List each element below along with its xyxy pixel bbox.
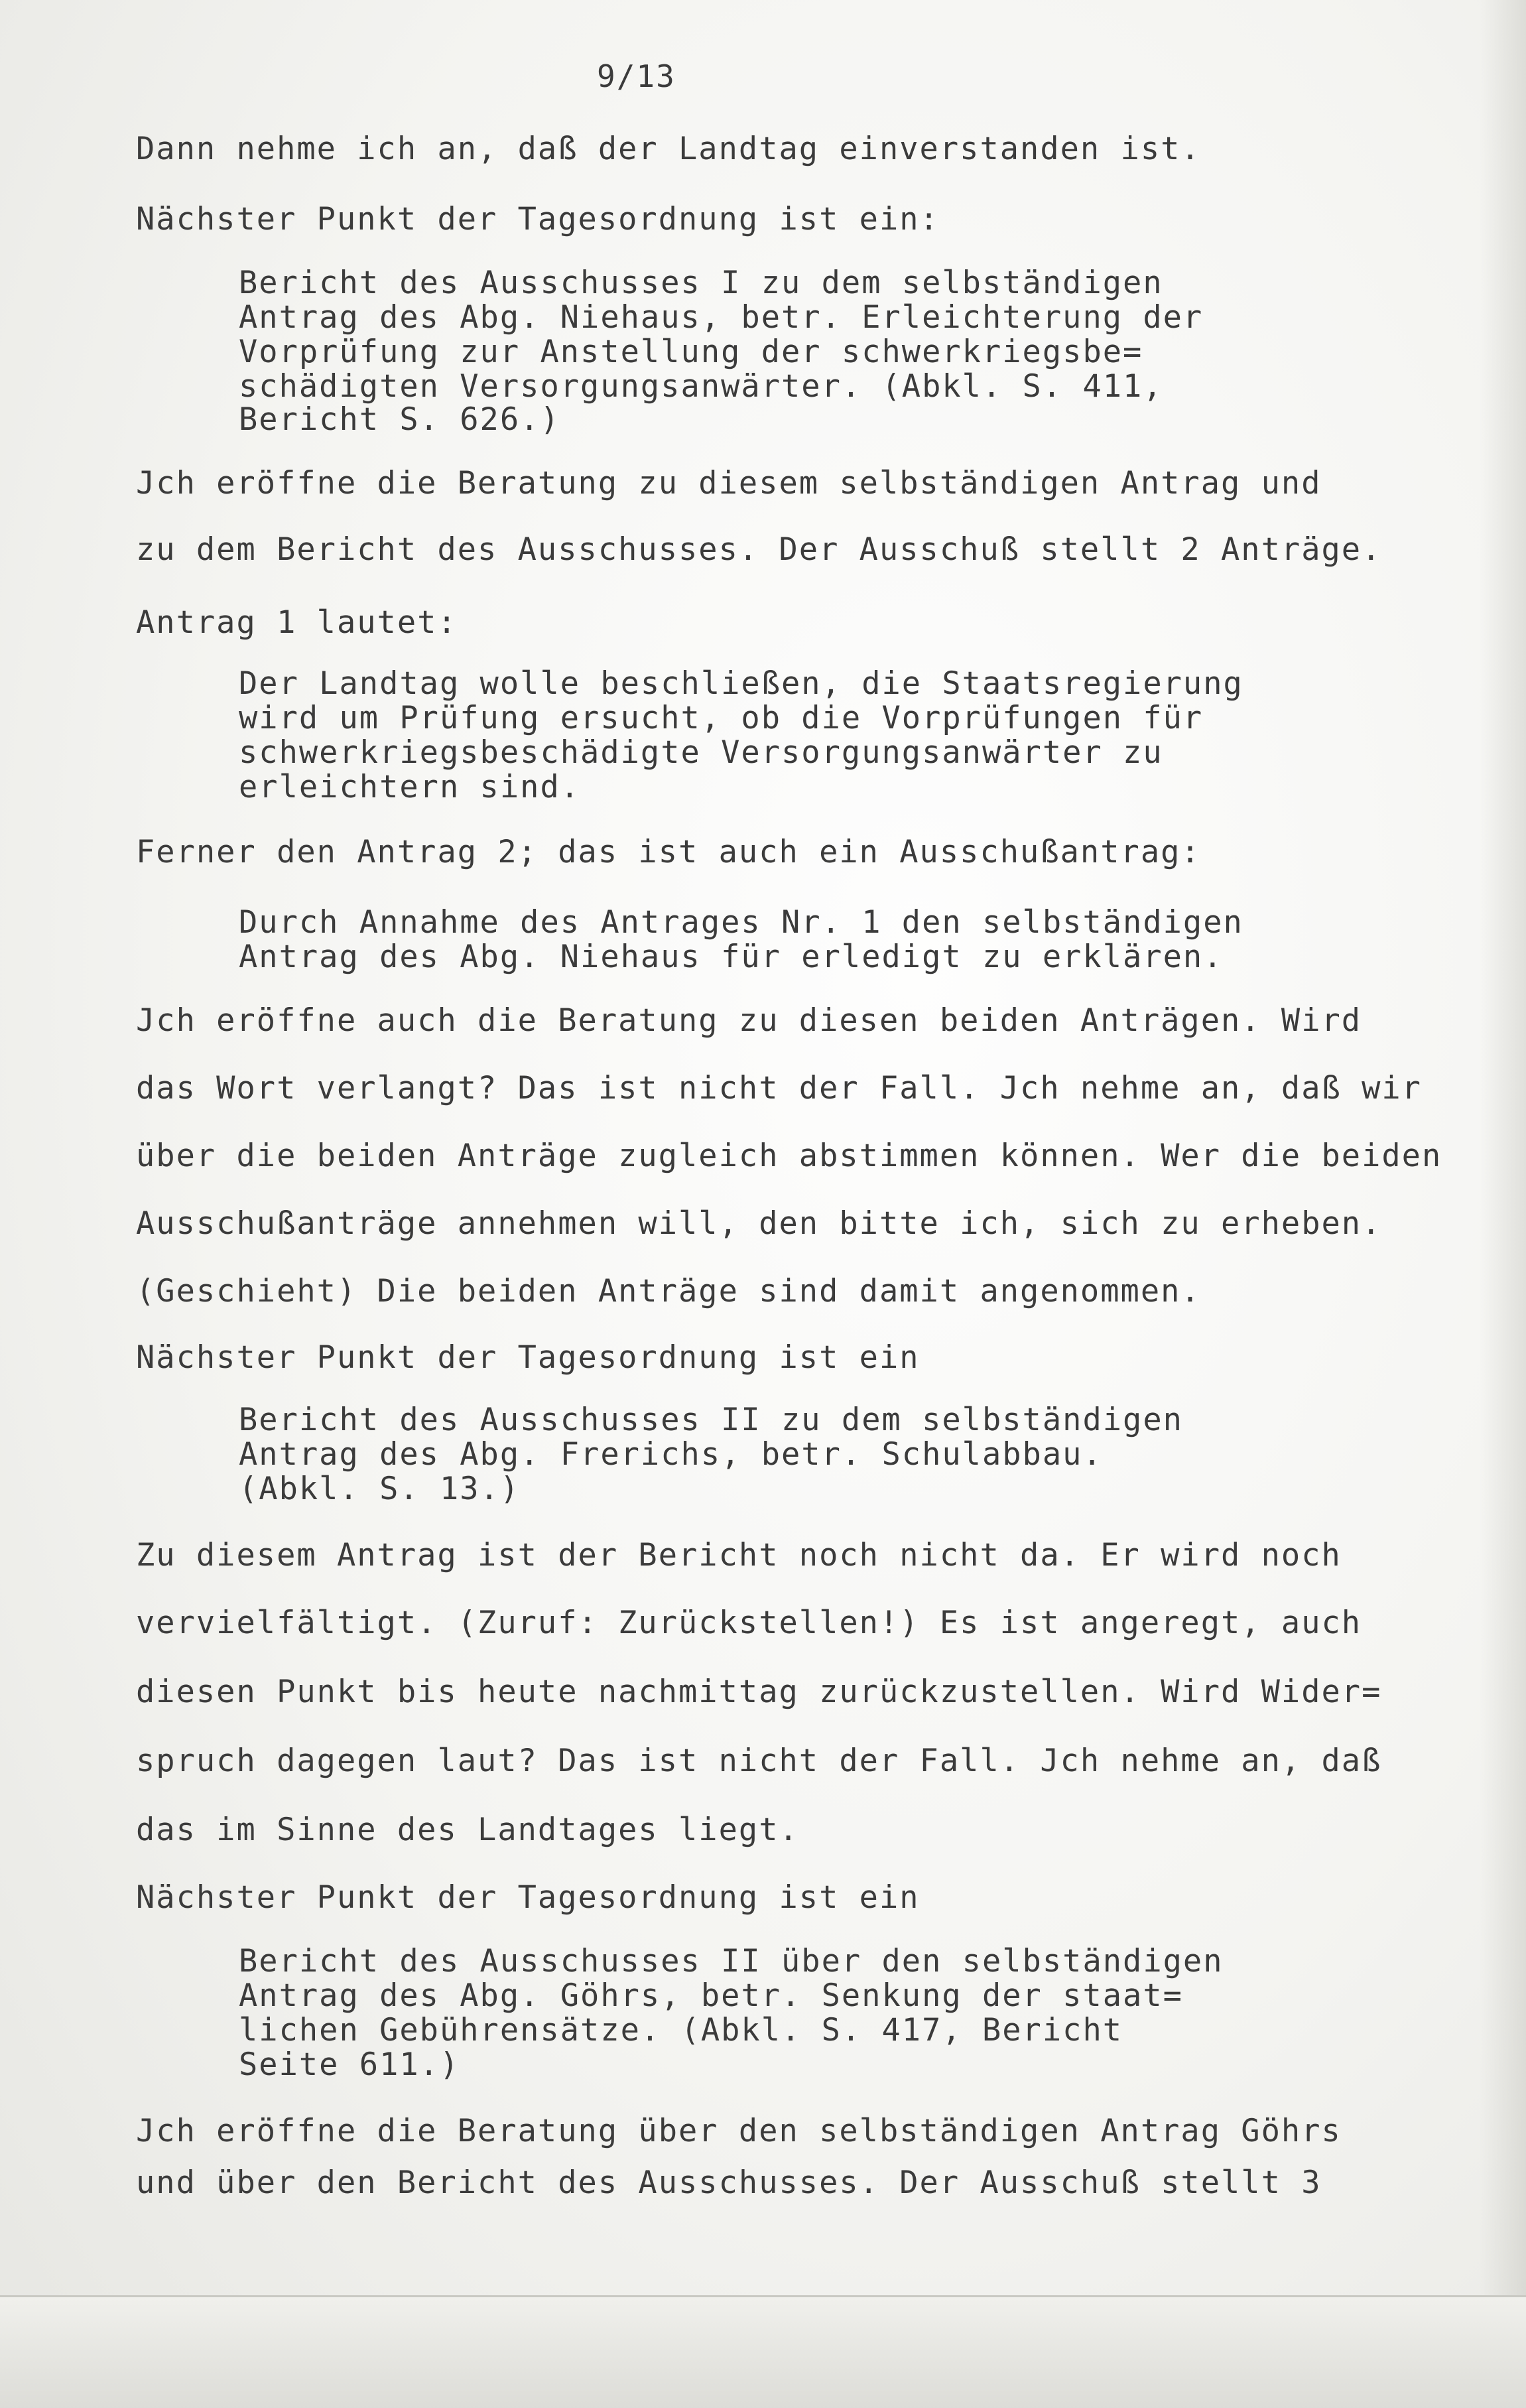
text-line: das Wort verlangt? Das ist nicht der Fall. Jch nehme an, daß wir (136, 1070, 1422, 1106)
text-line: Jch eröffne die Beratung zu diesem selbständigen Antrag und (136, 465, 1322, 502)
text-line: erleichtern sind. (239, 769, 581, 805)
text-line: Antrag des Abg. Niehaus, betr. Erleichterung der (239, 299, 1204, 336)
text-line: Vorprüfung zur Anstellung der schwerkriegsbe= (239, 334, 1143, 370)
text-line: (Abkl. S. 13.) (239, 1471, 521, 1507)
page-edge-shadow (1480, 0, 1526, 2408)
text-line: Ausschußanträge annehmen will, den bitte ich, sich zu erheben. (136, 1205, 1382, 1242)
text-line: Der Landtag wolle beschließen, die Staatsregierung (239, 665, 1243, 702)
text-line: Bericht des Ausschusses I zu dem selbständigen (239, 265, 1163, 301)
text-line: Bericht des Ausschusses II über den selbständigen (239, 1943, 1224, 1979)
text-line: Seite 611.) (239, 2046, 460, 2083)
text-line: wird um Prüfung ersucht, ob die Vorprüfungen für (239, 700, 1204, 736)
text-line: Bericht des Ausschusses II zu dem selbständigen (239, 1402, 1183, 1438)
text-line: lichen Gebührensätze. (Abkl. S. 417, Bericht (239, 2012, 1123, 2048)
text-line: und über den Bericht des Ausschusses. Der Ausschuß stellt 3 (136, 2165, 1322, 2201)
text-line: schädigten Versorgungsanwärter. (Abkl. S. 411, (239, 368, 1163, 405)
text-line: Ferner den Antrag 2; das ist auch ein Ausschußantrag: (136, 834, 1201, 870)
text-line: Antrag des Abg. Frerichs, betr. Schulabbau. (239, 1436, 1103, 1473)
text-line: Zu diesem Antrag ist der Bericht noch nicht da. Er wird noch (136, 1537, 1342, 1573)
text-line: Antrag 1 lautet: (136, 604, 458, 641)
text-line: Jch eröffne die Beratung über den selbständigen Antrag Göhrs (136, 2113, 1342, 2149)
text-line: spruch dagegen laut? Das ist nicht der Fall. Jch nehme an, daß (136, 1743, 1382, 1779)
text-line: Antrag des Abg. Niehaus für erledigt zu erklären. (239, 939, 1224, 975)
text-line: Nächster Punkt der Tagesordnung ist ein (136, 1339, 920, 1376)
text-line: Dann nehme ich an, daß der Landtag einverstanden ist. (136, 131, 1201, 167)
text-line: Bericht S. 626.) (239, 401, 560, 438)
text-line: diesen Punkt bis heute nachmittag zurückzustellen. Wird Wider= (136, 1674, 1382, 1710)
text-line: über die beiden Anträge zugleich abstimmen können. Wer die beiden (136, 1138, 1442, 1174)
text-line: zu dem Bericht des Ausschusses. Der Ausschuß stellt 2 Anträge. (136, 531, 1382, 568)
text-line: das im Sinne des Landtages liegt. (136, 1812, 799, 1848)
text-line: Nächster Punkt der Tagesordnung ist ein: (136, 201, 940, 237)
text-line: schwerkriegsbeschädigte Versorgungsanwärter zu (239, 734, 1163, 771)
text-line: Nächster Punkt der Tagesordnung ist ein (136, 1879, 920, 1916)
page-bottom-band (0, 2295, 1526, 2408)
text-line: vervielfältigt. (Zuruf: Zurückstellen!) Es ist angeregt, auch (136, 1605, 1362, 1641)
text-line: Durch Annahme des Antrages Nr. 1 den selbständigen (239, 904, 1243, 941)
text-line: (Geschieht) Die beiden Anträge sind damit angenommen. (136, 1273, 1201, 1309)
text-line: Jch eröffne auch die Beratung zu diesen beiden Anträgen. Wird (136, 1002, 1362, 1039)
text-line: Antrag des Abg. Göhrs, betr. Senkung der staat= (239, 1977, 1183, 2014)
page-number: 9/13 (597, 58, 676, 94)
